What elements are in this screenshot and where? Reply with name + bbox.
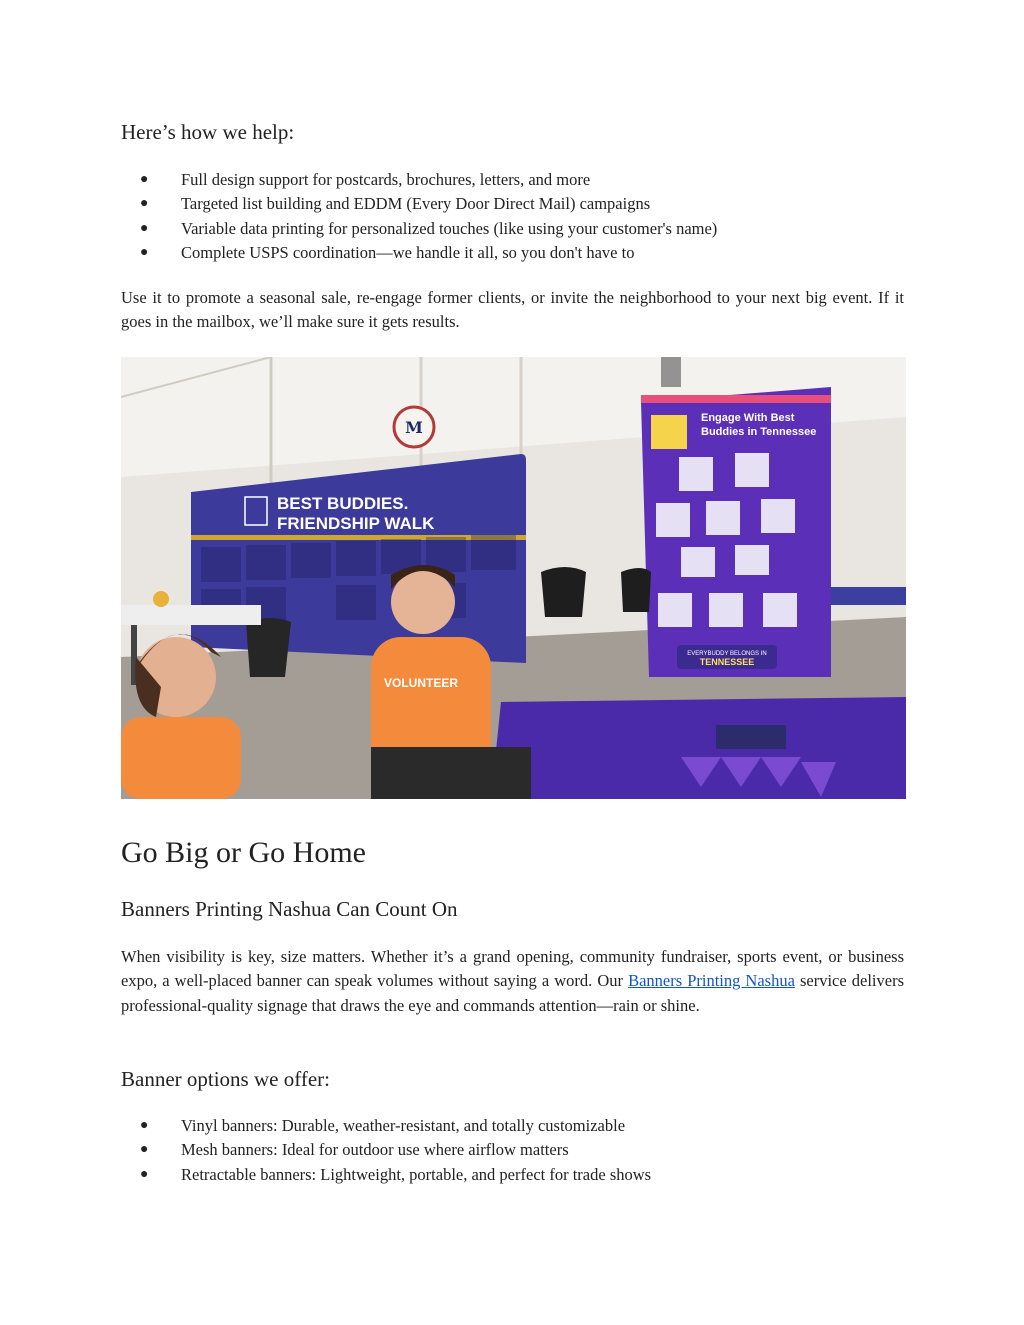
banner-options-heading: Banner options we offer:: [121, 1067, 330, 1091]
banner-right-title1: Engage With Best: [701, 412, 795, 424]
banner-left-line2: FRIENDSHIP WALK: [277, 514, 435, 533]
bullet-icon: ●: [140, 196, 149, 212]
section-title-go-big: Go Big or Go Home: [121, 836, 366, 869]
section-heading-how-we-help: Here’s how we help:: [121, 120, 295, 144]
banner-options-list: [121, 1114, 904, 1187]
banners-paragraph: When visibility is key, size matters. Whether it’s a grand opening, community fundraiser, sports event, or business expo, a well-placed banner can speak volumes without saying a word. Our Banners Printing Nashua service delivers professional-quality signage that draws the eye and commands attention—rain or shine.: [121, 947, 905, 1015]
help-bullet-list: [121, 168, 904, 266]
banner-right-title2: Buddies in Tennessee: [701, 426, 817, 438]
section-subtitle-banners: Banners Printing Nashua Can Count On: [121, 897, 458, 921]
event-booth-photo: [121, 357, 906, 799]
list-item: ● Complete USPS coordination—we handle it all, so you don't have to: [121, 241, 904, 265]
bullet-icon: ●: [140, 172, 149, 187]
shirt-text: VOLUNTEER: [383, 676, 459, 690]
photo-illustration: [121, 357, 906, 799]
banner-right-footer1: EVERYBUDDY BELONGS IN: [687, 651, 767, 657]
svg-text:M: M: [405, 418, 423, 437]
bullet-icon: ●: [140, 1118, 149, 1133]
bullet-icon: ●: [140, 245, 149, 261]
bullet-icon: ●: [140, 1142, 149, 1158]
list-item: ● Targeted list building and EDDM (Every Door Direct Mail) campaigns: [121, 192, 904, 216]
bullet-icon: ●: [140, 1166, 149, 1182]
list-item: ● Full design support for postcards, brochures, letters, and more: [121, 168, 904, 192]
list-item: ● Retractable banners: Lightweight, portable, and perfect for trade shows: [121, 1163, 904, 1187]
banner-right-footer2: TENNESSEE: [699, 657, 755, 667]
banners-printing-nashua-link[interactable]: Banners Printing Nashua: [628, 971, 795, 991]
list-item: ● Variable data printing for personalized touches (like using your customer's name): [121, 217, 904, 241]
bullet-icon: ●: [140, 220, 149, 236]
banner-left-line1: BEST BUDDIES.: [277, 494, 409, 513]
list-item: ● Mesh banners: Ideal for outdoor use where airflow matters: [121, 1138, 904, 1162]
mailbox-paragraph: Use it to promote a seasonal sale, re-engage former clients, or invite the neighborhood to your next big event. If it goes in the mailbox, we’ll make sure it gets results.: [121, 288, 904, 332]
list-item: ● Vinyl banners: Durable, weather-resistant, and totally customizable: [121, 1114, 904, 1138]
